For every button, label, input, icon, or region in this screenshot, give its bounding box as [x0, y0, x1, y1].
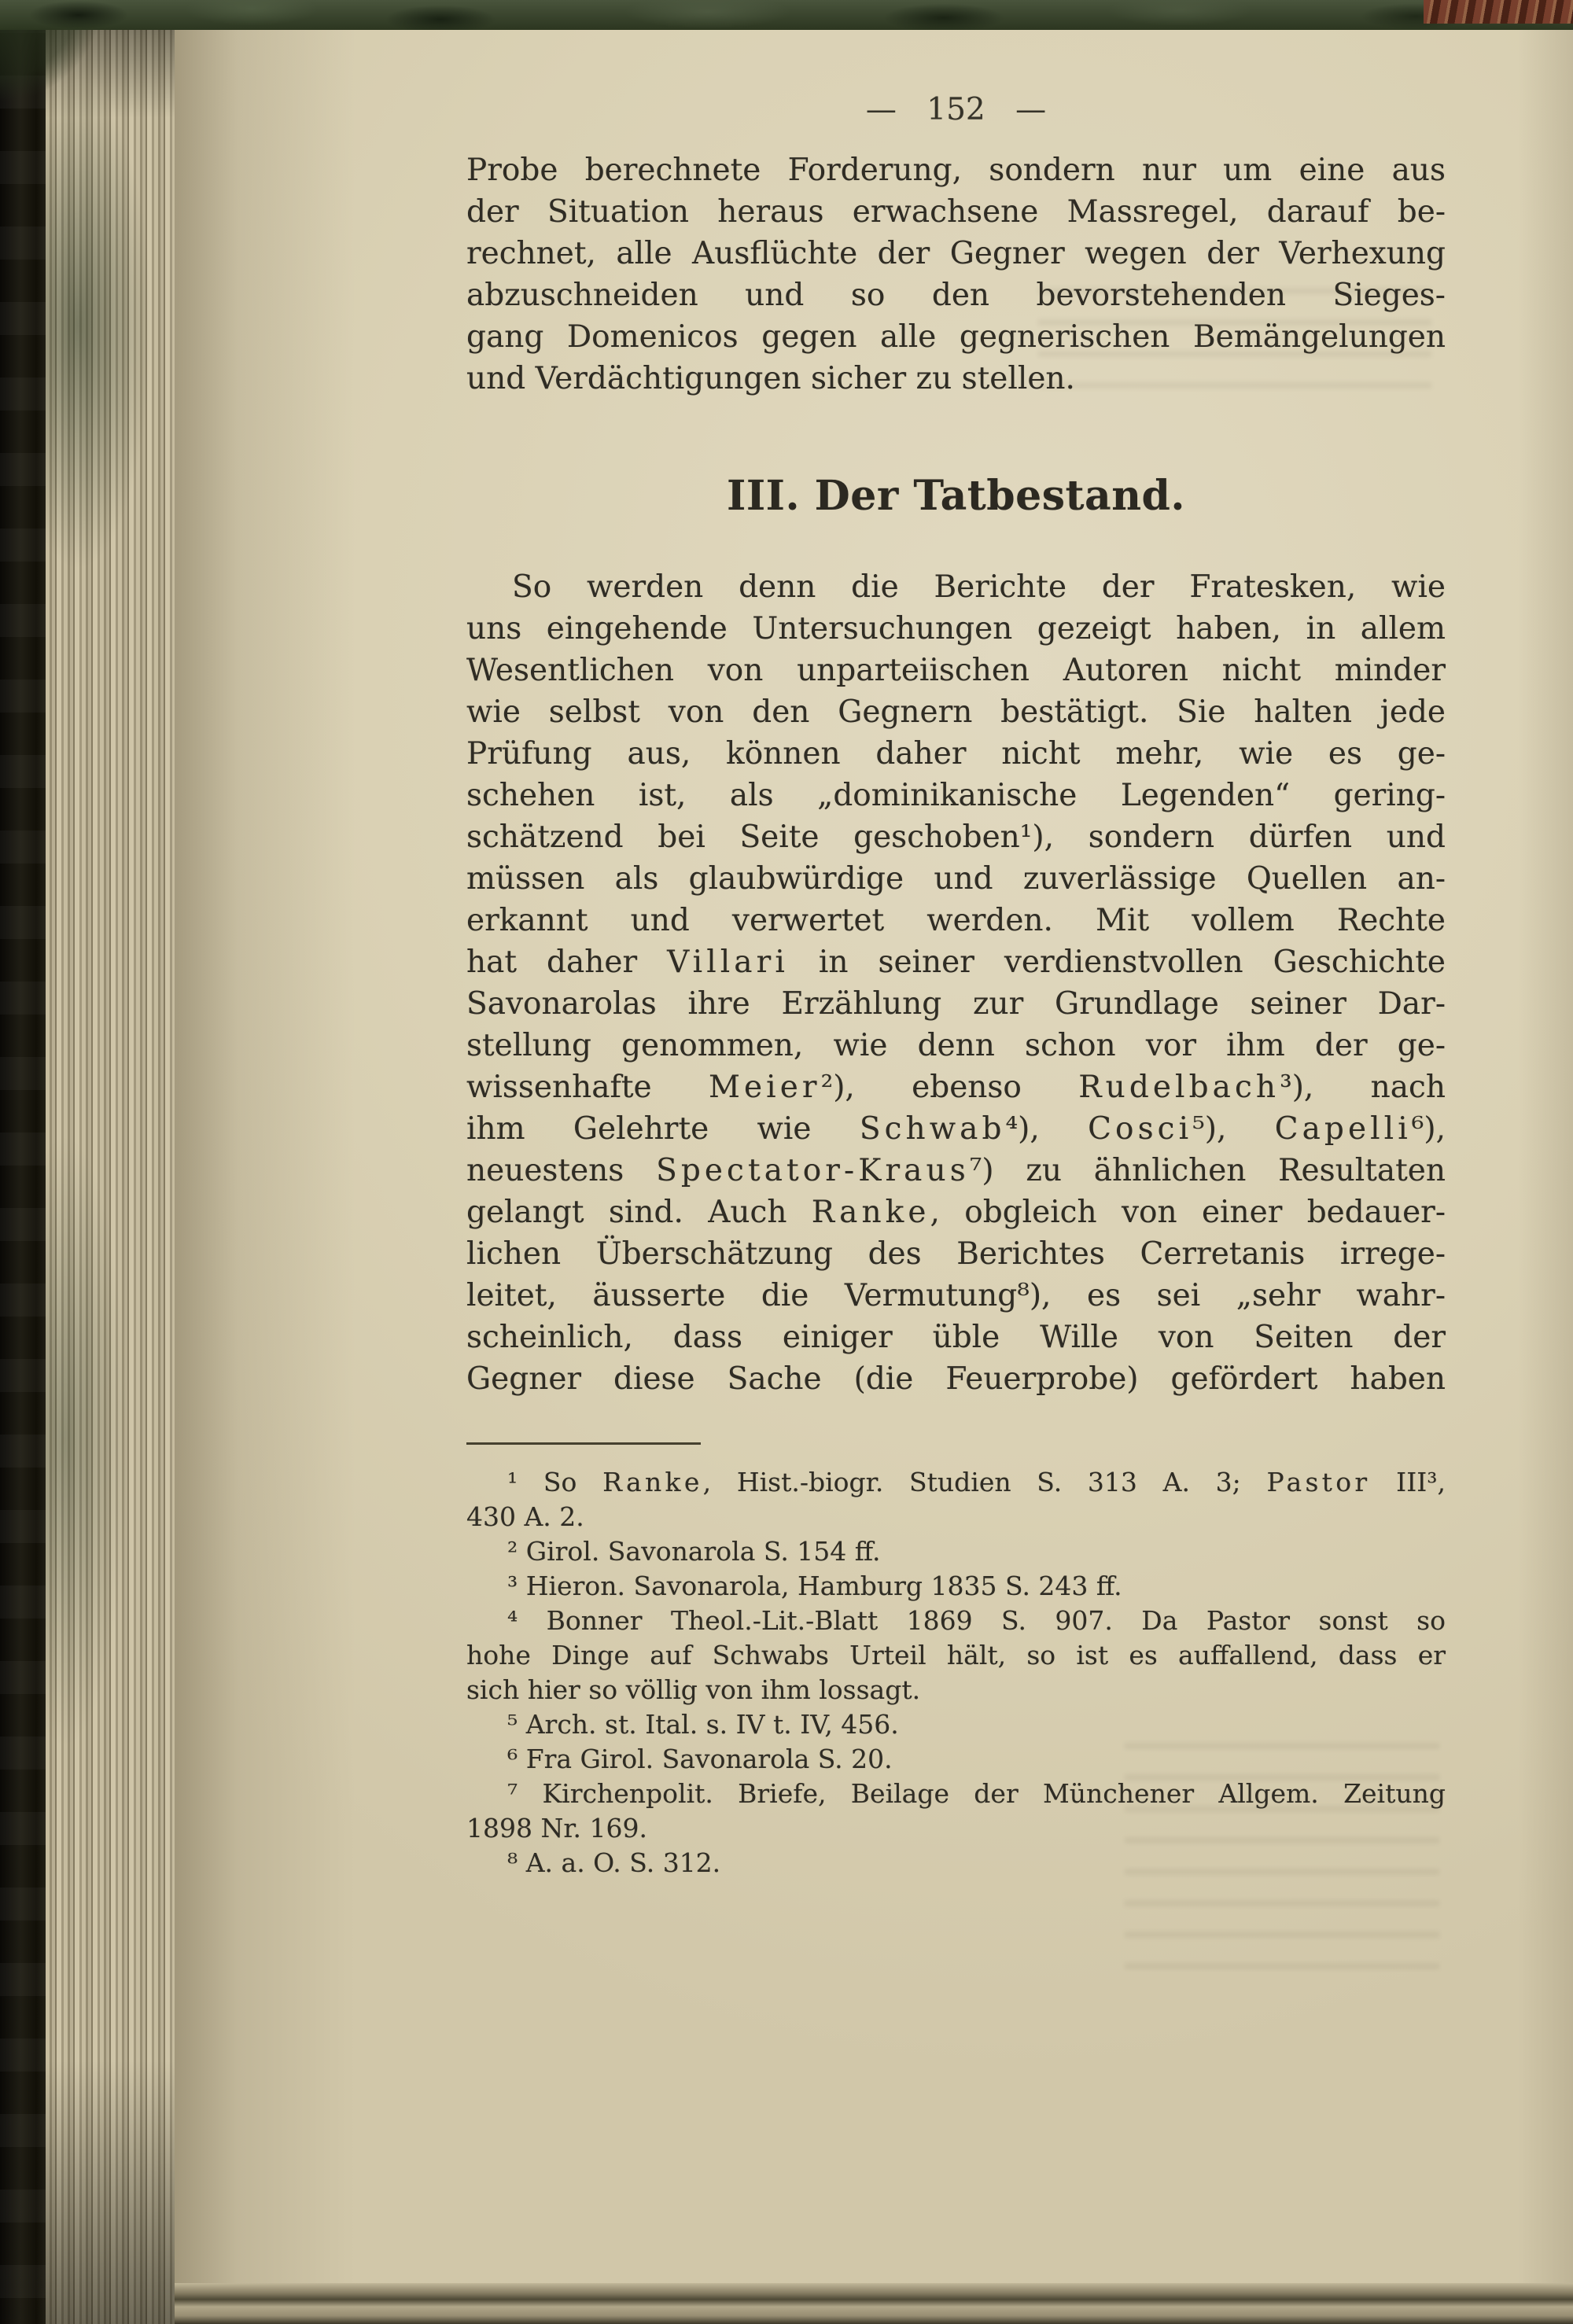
text-line: Wesentlichen von unparteiischen Autoren nicht minder	[466, 653, 1446, 688]
text-line: rechnet, alle Ausflüchte der Gegner wegen der Verhexung	[466, 236, 1446, 271]
text-line: Prüfung aus, können daher nicht mehr, wie es ge-	[466, 736, 1446, 772]
text-line: wie selbst von den Gegnern bestätigt. Sie halten jede	[466, 694, 1446, 730]
text-line: schätzend bei Seite geschoben¹), sondern dürfen und	[466, 819, 1446, 855]
footnote-line: ⁶ Fra Girol. Savonarola S. 20.	[507, 1744, 893, 1774]
text-line: gang Domenicos gegen alle gegnerischen Bemängelungen	[466, 319, 1446, 355]
page-bottom-edge	[175, 2283, 1573, 2324]
text-line: Gegner diese Sache (die Feuerprobe) gefördert haben	[466, 1361, 1446, 1397]
book-cover-corner-red	[1424, 0, 1573, 24]
footnote-line: ⁵ Arch. st. Ital. s. IV t. IV, 456.	[507, 1709, 899, 1740]
page-edge-stack	[46, 0, 175, 2324]
footnote-line: ³ Hieron. Savonarola, Hamburg 1835 S. 243 ff.	[507, 1571, 1122, 1601]
book-cover-edge-top	[0, 0, 1573, 30]
text-line: Probe berechnete Forderung, sondern nur um eine aus	[466, 153, 1446, 188]
text-line: lichen Überschätzung des Berichtes Cerretanis irrege-	[466, 1236, 1446, 1272]
text-line: müssen als glaubwürdige und zuverlässige Quellen an-	[466, 861, 1446, 897]
footnote-line: ⁷ Kirchenpolit. Briefe, Beilage der Münchener Allgem. Zeitung	[507, 1778, 1446, 1809]
text-line: leitet, äusserte die Vermutung⁸), es sei „sehr wahr-	[466, 1278, 1446, 1313]
text-line: So werden denn die Berichte der Fratesken, wie	[512, 569, 1446, 605]
text-line: wissenhafte Meier²), ebenso Rudelbach³), nach	[466, 1070, 1446, 1105]
footnote-line: sich hier so völlig von ihm lossagt.	[466, 1674, 921, 1705]
text-line: abzuschneiden und so den bevorstehenden Sieges-	[466, 278, 1446, 313]
footnote-line: 1898 Nr. 169.	[466, 1813, 647, 1843]
footnote-separator	[466, 1442, 701, 1445]
book-spine	[0, 0, 46, 2324]
footnote-line: ² Girol. Savonarola S. 154 ff.	[507, 1536, 881, 1567]
text-line: und Verdächtigungen sicher zu stellen.	[466, 361, 1075, 396]
footnote-line: hohe Dinge auf Schwabs Urteil hält, so ist es auffallend, dass er	[466, 1640, 1446, 1670]
footnote-line: 430 A. 2.	[466, 1501, 584, 1532]
footnote-line: ⁴ Bonner Theol.-Lit.-Blatt 1869 S. 907. Da Pastor sonst so	[507, 1605, 1446, 1636]
paragraph-2	[466, 566, 1446, 1400]
text-line: erkannt und verwertet werden. Mit vollem Rechte	[466, 903, 1446, 938]
text-line: ihm Gelehrte wie Schwab⁴), Cosci⁵), Capelli⁶),	[466, 1111, 1446, 1147]
footnote-line: ¹ So Ranke, Hist.-biogr. Studien S. 313 A. 3; Pastor III³,	[507, 1467, 1446, 1497]
text-line: schehen ist, als „dominikanische Legenden“ gering-	[466, 778, 1446, 813]
paragraph-1	[466, 149, 1446, 400]
page-number: — 152 —	[865, 92, 1047, 127]
text-line: scheinlich, dass einiger üble Wille von Seiten der	[466, 1320, 1446, 1355]
footnote-line: ⁸ A. a. O. S. 312.	[507, 1847, 721, 1878]
text-line: Savonarolas ihre Erzählung zur Grundlage seiner Dar-	[466, 986, 1446, 1022]
text-line: der Situation heraus erwachsene Massregel, darauf be-	[466, 194, 1446, 230]
section-heading: III. Der Tatbestand.	[727, 472, 1185, 520]
text-line: uns eingehende Untersuchungen gezeigt haben, in allem	[466, 611, 1446, 646]
text-line: gelangt sind. Auch Ranke, obgleich von einer bedauer-	[466, 1195, 1446, 1230]
text-column	[466, 91, 1446, 1880]
text-line: neuestens Spectator-Kraus⁷) zu ähnlichen Resultaten	[466, 1153, 1446, 1188]
text-line: stellung genommen, wie denn schon vor ihm der ge-	[466, 1028, 1446, 1063]
text-line: hat daher Villari in seiner verdienstvollen Geschichte	[466, 945, 1446, 980]
book-page	[175, 28, 1573, 2283]
footnotes	[466, 1465, 1446, 1880]
